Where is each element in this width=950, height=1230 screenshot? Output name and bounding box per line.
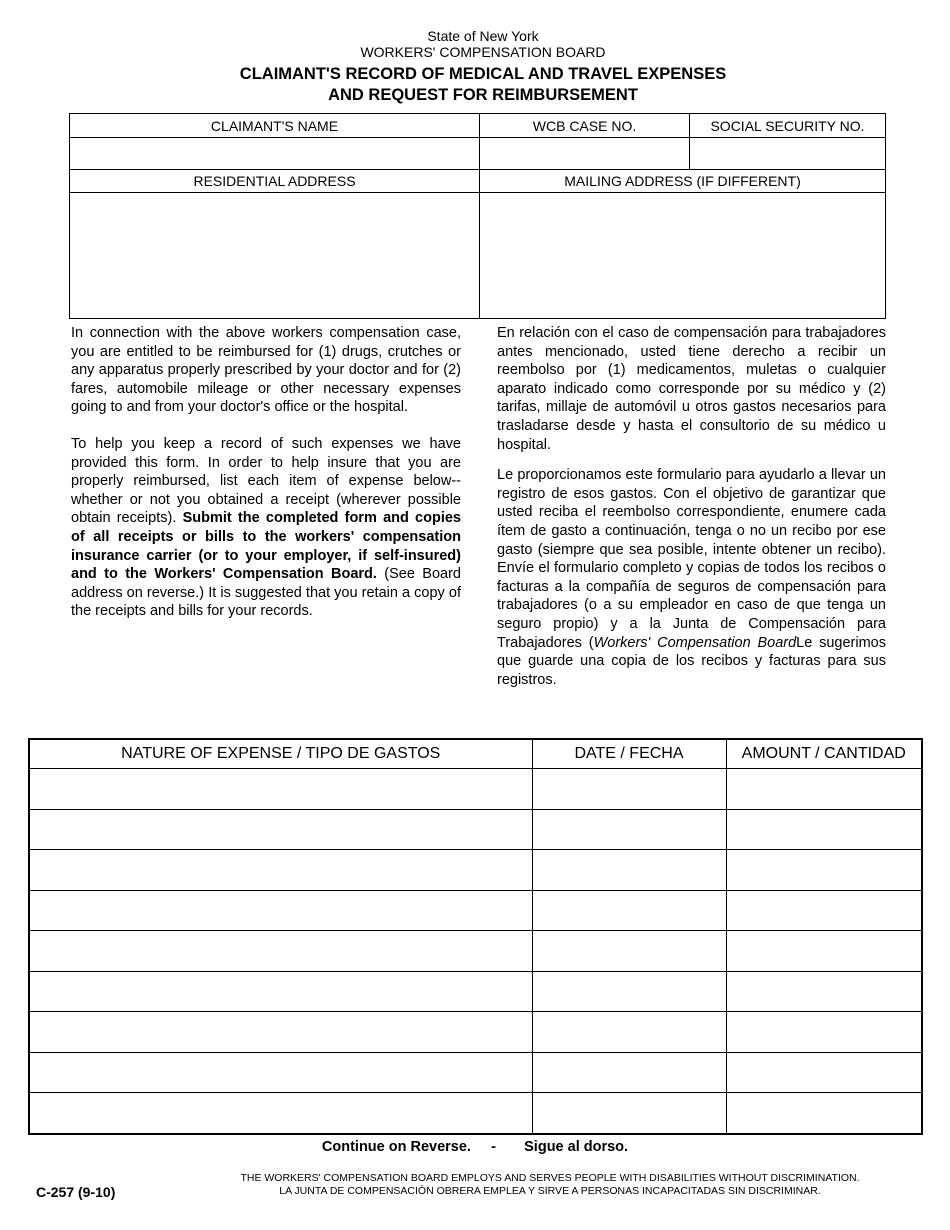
date-cell[interactable] (532, 890, 726, 931)
spanish-paragraph-2: Le proporcionamos este formulario para ayudarlo a llevar un registro de esos gastos. Con el objetivo de garantizar que usted reciba el reembolso correspondiente, enumere cada ítem de gasto a continuación, tenga o no un recibo por ese gasto (siempre que sea posible, intente obtener un recibo). Envíe el formulario completo y copias de todos los recibos o facturas a la compañía de seguros de compensación para trabajadores (o a su empleador en caso de que tenga un seguro propio) y a la Junta de Compensación para Trabajadores (Workers' Compensation BoardLe sugerimos que guarde una copia de los recibos y facturas para sus registros. (497, 467, 886, 688)
wcb-italic-name: Workers' Compensation Board (593, 634, 797, 651)
amount-cell[interactable] (726, 1052, 922, 1093)
wcb-case-label: WCB CASE NO. (480, 114, 690, 138)
amount-cell[interactable] (726, 1012, 922, 1053)
nature-cell[interactable] (29, 971, 532, 1012)
english-paragraph-1: In connection with the above workers compensation case, you are entitled to be reimbursed for (1) drugs, crutches or any apparatus properly prescribed by your doctor and for (2) fares, automobile mileage or other necessary expenses going to and from your doctor's office or the hospital. (71, 325, 461, 416)
amount-cell[interactable] (726, 850, 922, 891)
claimant-name-label: CLAIMANT'S NAME (70, 114, 480, 138)
table-row (29, 1093, 922, 1134)
amount-cell[interactable] (726, 890, 922, 931)
nature-cell[interactable] (29, 890, 532, 931)
date-cell[interactable] (532, 931, 726, 972)
form-number: C-257 (9-10) (36, 1184, 116, 1200)
english-instructions (71, 324, 461, 639)
amount-cell[interactable] (726, 1093, 922, 1134)
nature-cell[interactable] (29, 850, 532, 891)
table-row (29, 1012, 922, 1053)
table-row (29, 931, 922, 972)
date-cell[interactable] (532, 971, 726, 1012)
english-paragraph-2: To help you keep a record of such expenses we have provided this form. In order to help insure that you are properly reimbursed, list each item of expense below--whether or not you obtained a receipt (wherever possible obtain receipts). Submit the completed form and copies of all receipts or bills to the workers' compensation insurance carrier (or to your employer, if self-insured) and to the Workers' Compensation Board. (See Board address on reverse.) It is suggested that you retain a copy of the receipts and bills for your records. (71, 435, 461, 620)
continue-on-reverse: Continue on Reverse. - Sigue al dorso. (321, 1139, 629, 1155)
nature-cell[interactable] (29, 1012, 532, 1053)
col-amount: AMOUNT / CANTIDAD (726, 739, 922, 769)
nature-cell[interactable] (29, 1093, 532, 1134)
date-cell[interactable] (532, 1012, 726, 1053)
claimant-name-field[interactable] (70, 138, 480, 170)
table-row (29, 1052, 922, 1093)
table-row (29, 769, 922, 810)
expense-table-header (29, 739, 922, 769)
nature-cell[interactable] (29, 769, 532, 810)
table-row (29, 971, 922, 1012)
date-cell[interactable] (532, 809, 726, 850)
col-date: DATE / FECHA (532, 739, 726, 769)
expense-table (28, 738, 923, 1135)
claimant-info-box (69, 113, 886, 319)
col-nature: NATURE OF EXPENSE / TIPO DE GASTOS (29, 739, 532, 769)
date-cell[interactable] (532, 769, 726, 810)
wcb-case-field[interactable] (480, 138, 690, 170)
ssn-label: SOCIAL SECURITY NO. (690, 114, 886, 138)
amount-cell[interactable] (726, 809, 922, 850)
ssn-field[interactable] (690, 138, 886, 170)
residential-address-field[interactable] (70, 193, 480, 319)
nature-cell[interactable] (29, 809, 532, 850)
nature-cell[interactable] (29, 1052, 532, 1093)
amount-cell[interactable] (726, 971, 922, 1012)
amount-cell[interactable] (726, 769, 922, 810)
mailing-address-field[interactable] (480, 193, 886, 319)
form-title-line1: CLAIMANT'S RECORD OF MEDICAL AND TRAVEL EXPENSES (239, 65, 727, 83)
date-cell[interactable] (532, 1093, 726, 1134)
notice-english: THE WORKERS' COMPENSATION BOARD EMPLOYS AND SERVES PEOPLE WITH DISABILITIES WITHOUT DISCRIMINATION. (240, 1172, 860, 1184)
residential-address-label: RESIDENTIAL ADDRESS (70, 170, 480, 193)
date-cell[interactable] (532, 1052, 726, 1093)
nondiscrimination-notice (200, 1172, 900, 1198)
submit-instruction: Submit the completed form and copies of all receipts or bills to the workers' compensation insurance carrier (or to your employer, if self-insured) and to the Workers' Compensation Board. (71, 510, 461, 583)
table-row (29, 850, 922, 891)
date-cell[interactable] (532, 850, 726, 891)
table-row (29, 890, 922, 931)
nature-cell[interactable] (29, 931, 532, 972)
notice-spanish: LA JUNTA DE COMPENSACIÓN OBRERA EMPLEA Y SIRVE A PERSONAS INCAPACITADAS SIN DISCRIMINAR. (279, 1185, 821, 1197)
mailing-address-label: MAILING ADDRESS (IF DIFFERENT) (480, 170, 886, 193)
amount-cell[interactable] (726, 931, 922, 972)
form-title-line2: AND REQUEST FOR REIMBURSEMENT (328, 86, 638, 104)
board-name: WORKERS' COMPENSATION BOARD (360, 44, 606, 60)
table-row (29, 809, 922, 850)
spanish-paragraph-1: En relación con el caso de compensación para trabajadores antes mencionado, usted tiene derecho a recibir un reembolso por (1) medicamentos, muletas o cualquier aparato indicado como corresponde por su médico y (2) tarifas, millaje de automóvil u otros gastos necesarios para trasladarse desde y hasta el consultorio de su médico u hospital. (497, 325, 886, 453)
state-name: State of New York (427, 28, 539, 44)
spanish-instructions (497, 324, 886, 707)
